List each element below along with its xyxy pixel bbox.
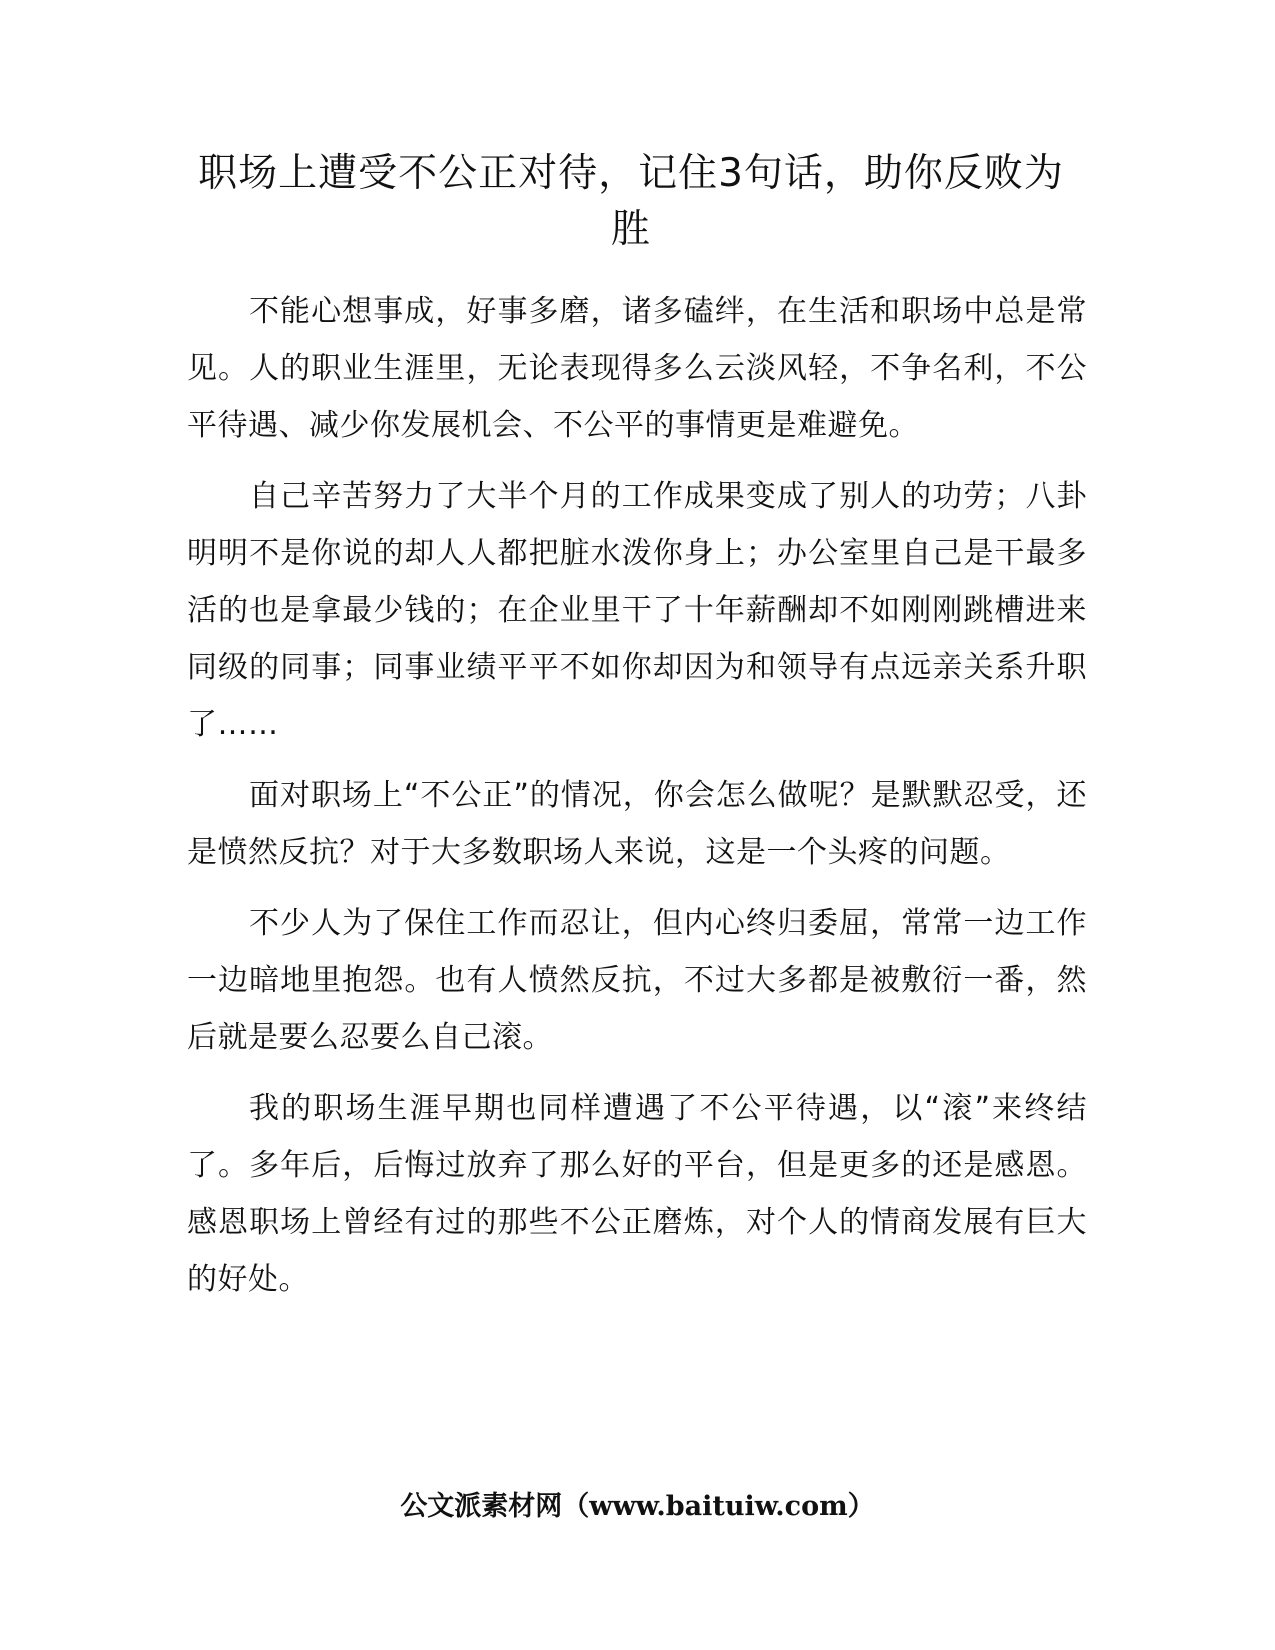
paragraph-4: 不少人为了保住工作而忍让，但内心终归委屈，常常一边工作一边暗地里抱怨。也有人愤然反抗，不过大多都是被敷衍一番，然后就是要么忍要么自己滚。 bbox=[187, 906, 1087, 1055]
document-body bbox=[187, 283, 1087, 1322]
paragraph-2: 自己辛苦努力了大半个月的工作成果变成了别人的功劳；八卦明明不是你说的却人人都把脏水泼你身上；办公室里自己是干最多活的也是拿最少钱的；在企业里干了十年薪酬却不如刚刚跳槽进来同级的同事；同事业绩平平不如你却因为和领导有点远亲关系升职了…… bbox=[187, 479, 1087, 742]
paragraph-5: 我的职场生涯早期也同样遭遇了不公平待遇，以“滚”来终结了。多年后，后悔过放弃了那么好的平台，但是更多的还是感恩。感恩职场上曾经有过的那些不公正磨炼，对个人的情商发展有巨大的好处。 bbox=[187, 1091, 1087, 1297]
paragraph-3: 面对职场上“不公正”的情况，你会怎么做呢？是默默忍受，还是愤然反抗？对于大多数职场人来说，这是一个头疼的问题。 bbox=[187, 778, 1087, 870]
document-title: 职场上遭受不公正对待，记住3句话，助你反败为胜 bbox=[198, 151, 1064, 252]
paragraph-1: 不能心想事成，好事多磨，诸多磕绊，在生活和职场中总是常见。人的职业生涯里，无论表现得多么云淡风轻，不争名利，不公平待遇、减少你发展机会、不公平的事情更是难避免。 bbox=[187, 294, 1087, 443]
page-footer-source: 公文派素材网（www.baituiw.com） bbox=[400, 1491, 875, 1522]
